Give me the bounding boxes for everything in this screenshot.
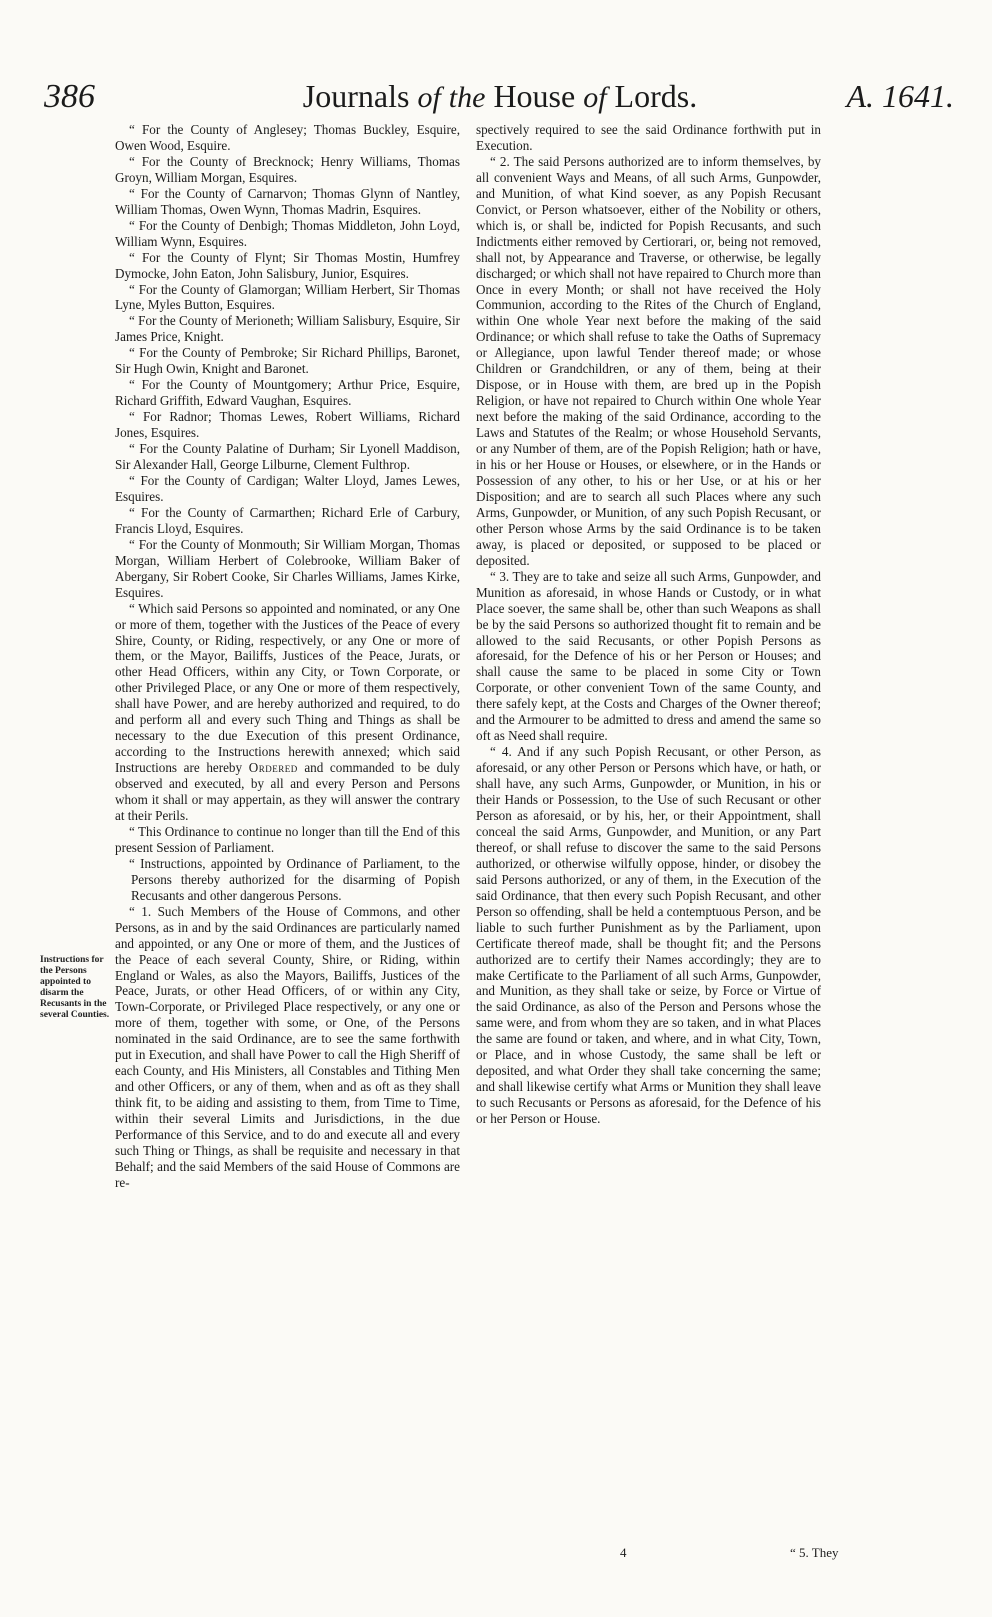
paragraph: “ For the County Palatine of Durham; Sir Lyonell Maddison, Sir Alexander Hall, George Lilburne, Clement Fulthrop.: [115, 441, 460, 473]
paragraph: “ For the County of Brecknock; Henry Williams, Thomas Groyn, William Morgan, Esquires.: [115, 153, 460, 185]
year-label: A. 1641.: [846, 78, 954, 114]
instructions-heading: “ Instructions, appointed by Ordinance of Parliament, to the Persons thereby authorized for the disarming of Popish Recusants and other dangerous Persons.: [129, 855, 460, 903]
paragraph: “ For the County of Carmarthen; Richard Erle of Carbury, Francis Lloyd, Esquires.: [115, 504, 460, 536]
paragraph: “ 3. They are to take and seize all such Arms, Gunpowder, and Munition as aforesaid, in whose Hands or Custody, or in what Place soever, the same shall be, other than such Weapons as shall be by the said Persons so authorized thought fit to remain and be allowed to the said Recusants, or other Popish Persons as aforesaid, for the Defence of his or her Person or Houses; and shall cause the same to be placed in some City or Town Corporate, or other convenient Town of the same County, and there safely kept, at the Costs and Charges of the Owner thereof; and the Armourer to be admitted to dress and amend the same so oft as Need shall require.: [476, 568, 821, 744]
right-column: [476, 122, 821, 1127]
paragraph: “ For the County of Mountgomery; Arthur Price, Esquire, Richard Griffith, Edward Vaughan, Esquires.: [115, 377, 460, 409]
paragraph: “ For the County of Flynt; Sir Thomas Mostin, Humfrey Dymocke, John Eaton, John Salisbury, Junior, Esquires.: [115, 249, 460, 281]
paragraph: “ For the County of Monmouth; Sir William Morgan, Thomas Morgan, William Herbert of Colebrooke, William Baker of Abergany, Sir Robert Cooke, Sir Charles Williams, James Kirke, Esquires.: [115, 536, 460, 600]
paragraph: “ 4. And if any such Popish Recusant, or other Person, as aforesaid, or any other Person or Persons which have, or hath, or shall have, any such Arms, Gunpowder, or Munition, in his or their Hands or Possession, to the Use of such Recusant or other Person as aforesaid, or by his, her, or their Appointment, shall conceal the said Arms, Gunpowder, and Munition, or any Part thereof, or shall refuse to discover the same to the said Persons authorized, or otherwise wilfully oppose, hinder, or disobey the said Persons authorized, or any of them, in the Execution of the said Ordinance, that then every such Popish Recusant, and other Person so offending, shall be held a contemptuous Person, and be liable to such further Punishment as by the Parliament, upon Certificate thereof made, shall be thought fit; and the Persons authorized are to certify their Names accordingly; they are to make Certificate to the Parliament of all such Arms, Gunpowder, and Munition, as they shall take or seize, by Force or Virtue of the said Ordinance, as also of the Person and Persons whose the same were, and from whom they are so taken, and in what Places the same are found or taken, and where, and in what City, Town, or Place, and in whose Custody, the same shall be left or deposited, and what Order they shall take concerning the same; and shall likewise certify what Arms or Munition they shall leave to such Recusants or Persons as aforesaid, for the Defence of his or her Person or House.: [476, 744, 821, 1127]
paragraph: spectively required to see the said Ordinance forthwith put in Execution.: [476, 122, 821, 153]
running-head: [40, 78, 960, 124]
left-column: [115, 122, 460, 1191]
margin-note: Instructions for the Persons appointed to disarm the Recusants in the several Counties.: [40, 955, 110, 1020]
ordered-word: Ordered: [248, 760, 298, 776]
paragraph: “ For the County of Cardigan; Walter Lloyd, James Lewes, Esquires.: [115, 472, 460, 504]
paragraph: “ For the County of Glamorgan; William Herbert, Sir Thomas Lyne, Myles Button, Esquires.: [115, 281, 460, 313]
paragraph: “ For the County of Carnarvon; Thomas Glynn of Nantley, William Thomas, Owen Wynn, Thomas Madrin, Esquires.: [115, 185, 460, 217]
paragraph: “ Which said Persons so appointed and nominated, or any One or more of them, together with the Justices of the Peace of every Shire, County, or Riding, respectively, or any One or more of them, or the Mayor, Bailiffs, Justices of the Peace, Jurats, or other Head Officers, within any City, or Town Corporate, or other Privileged Place, or any One or more of them respectively, shall have Power, and are hereby authorized and required, to do and perform all and every such Thing and Things as shall be necessary to the due Execution of this present Ordinance, according to the Instructions herewith annexed; which said Instructions are hereby Ordered and commanded to be duly observed and executed, by all and every Person and Persons whom it shall or may appertain, as they will answer the contrary at their Perils.: [115, 600, 460, 823]
paragraph: “ 1. Such Members of the House of Commons, and other Persons, as in and by the said Ordinances are particularly named and appointed, or any One or more of them, and the Justices of the Peace of each several County, Shire, or Riding, within England or Wales, as also the Mayors, Bailiffs, Justices of the Peace, Jurats, or other Head Officers, of or within any City, Town-Corporate, or Privileged Place respectively, or any one or more of them, together with some, or One, of the Persons nominated in the said Ordinance, are to see the same forthwith put in Execution, and shall have Power to call the High Sheriff of each County, and His Ministers, all Constables and Tithing Men and other Officers, or any of them, when and as oft as they shall think fit, to be aiding and assisting to them, from Time to Time, within their several Limits and Jurisdictions, in the due Performance of this Service, and to do and execute all and every such Thing or Things, as shall be requisite and necessary in that Behalf; and the said Members of the said House of Commons are re-: [115, 903, 460, 1190]
page-number: 386: [44, 78, 95, 115]
paragraph: “ For the County of Merioneth; William Salisbury, Esquire, Sir James Price, Knight.: [115, 313, 460, 345]
catchword: “ 5. They: [790, 1545, 839, 1560]
paragraph: “ For the County of Denbigh; Thomas Middleton, John Loyd, William Wynn, Esquires.: [115, 217, 460, 249]
signature-mark: 4: [620, 1545, 627, 1560]
paragraph: “ For the County of Pembroke; Sir Richard Phillips, Baronet, Sir Hugh Owin, Knight and Baronet.: [115, 345, 460, 377]
journal-title: Journals of the House of Lords.: [302, 78, 698, 114]
paragraph: “ For the County of Anglesey; Thomas Buckley, Esquire, Owen Wood, Esquire.: [115, 122, 460, 153]
paragraph: “ 2. The said Persons authorized are to inform themselves, by all convenient Ways and Means, of all such Arms, Gunpowder, and Munition, of what Kind soever, as any Popish Recusant Convict, or Person whatsoever, either of the Nobility or others, which is, or shall be, indicted for Popish Recusants, and such Indictments either removed by Certiorari, or, being not removed, shall not, by Appearance and Traverse, or otherwise, be legally discharged; or which shall not have repaired to Church more than Once in every Month; or shall not have received the Holy Communion, according to the Rites of the Church of England, within One whole Year next before the making of the said Ordinance; or which shall refuse to take the Oaths of Supremacy or Allegiance, upon lawful Tender thereof made; or whose Children or Grandchildren, or any of them, being at their Dispose, or in House with them, are bred up in the Popish Religion, or have not repaired to Church within One whole Year next before the making of the said Ordinance, according to the Laws and Statutes of the Realm; or whose Household Servants, or any Number of them, are of the Popish Religion; hath or have, in his or her House or Houses, or elsewhere, or in the Hands or Possession of any other, to his or her Use, or at his or her Disposition; and are to search all such Places where any such Arms, Gunpowder, or Munition, of any such Popish Recusant, or other Person whose Arms by the said Ordinance is to be taken away, is placed or deposited, or supposed to be placed or deposited.: [476, 153, 821, 568]
paragraph: “ For Radnor; Thomas Lewes, Robert Williams, Richard Jones, Esquires.: [115, 409, 460, 441]
paragraph: “ This Ordinance to continue no longer than till the End of this present Session of Parliament.: [115, 823, 460, 855]
